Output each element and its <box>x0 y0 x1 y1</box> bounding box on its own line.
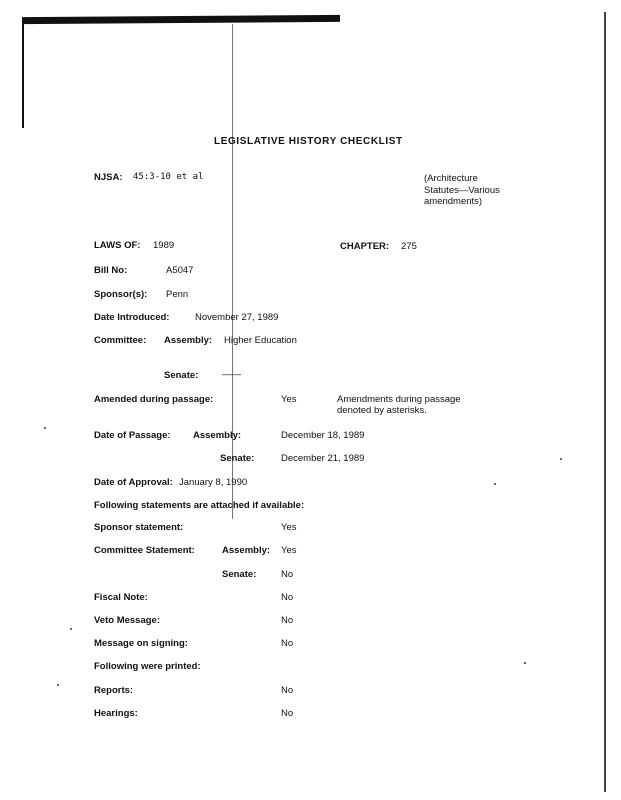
reports-value: No <box>281 685 294 696</box>
page-title: LEGISLATIVE HISTORY CHECKLIST <box>214 136 403 147</box>
chapter-value: 275 <box>401 241 417 252</box>
message-on-signing-value: No <box>281 638 294 649</box>
speck <box>494 483 496 485</box>
committee-assembly-value: Higher Education <box>224 335 297 346</box>
committee-statement-assembly-label: Assembly: <box>222 545 271 556</box>
left-scan-edge <box>22 18 24 128</box>
top-scan-edge <box>22 15 340 24</box>
passage-assembly-value: December 18, 1989 <box>281 430 365 441</box>
sponsors-label: Sponsor(s): <box>94 289 148 300</box>
amended-note-line-2: denoted by asterisks. <box>337 405 427 416</box>
approval-label: Date of Approval: <box>94 477 173 488</box>
hearings-value: No <box>281 708 294 719</box>
sponsor-statement-label: Sponsor statement: <box>94 522 184 533</box>
right-scan-edge <box>604 12 606 792</box>
passage-senate-value: December 21, 1989 <box>281 453 365 464</box>
printed-heading: Following were printed: <box>94 661 201 672</box>
speck <box>44 427 46 429</box>
committee-label: Committee: <box>94 335 147 346</box>
speck <box>560 458 562 460</box>
passage-label: Date of Passage: <box>94 430 171 441</box>
speck <box>524 662 526 664</box>
sponsor-statement-value: Yes <box>281 522 297 533</box>
laws-of-value: 1989 <box>153 240 175 251</box>
chapter-label: CHAPTER: <box>340 241 390 252</box>
subject-line-1: (Architecture <box>424 173 478 184</box>
committee-assembly-label: Assembly: <box>164 335 213 346</box>
passage-senate-label: Senate: <box>220 453 255 464</box>
reports-label: Reports: <box>94 685 134 696</box>
speck <box>57 684 59 686</box>
fiscal-note-label: Fiscal Note: <box>94 592 148 603</box>
passage-assembly-label: Assembly: <box>193 430 242 441</box>
committee-statement-senate-label: Senate: <box>222 569 257 580</box>
njsa-label: NJSA: <box>94 172 123 183</box>
message-on-signing-label: Message on signing: <box>94 638 188 649</box>
fiscal-note-value: No <box>281 592 294 603</box>
subject-line-2: Statutes—Various <box>424 185 500 196</box>
approval-value: January 8, 1990 <box>179 477 248 488</box>
veto-message-label: Veto Message: <box>94 615 160 626</box>
veto-message-value: No <box>281 615 294 626</box>
hearings-label: Hearings: <box>94 708 138 719</box>
bill-no-value: A5047 <box>166 265 194 276</box>
amended-label: Amended during passage: <box>94 394 214 405</box>
committee-senate-label: Senate: <box>164 370 199 381</box>
laws-of-label: LAWS OF: <box>94 240 141 251</box>
date-introduced-label: Date Introduced: <box>94 312 170 323</box>
date-introduced-value: November 27, 1989 <box>195 312 279 323</box>
bill-no-label: Bill No: <box>94 265 128 276</box>
committee-statement-senate-value: No <box>281 569 294 580</box>
attached-heading: Following statements are attached if available: <box>94 500 305 511</box>
committee-statement-label: Committee Statement: <box>94 545 195 556</box>
amended-value: Yes <box>281 394 297 405</box>
center-fold-line <box>232 24 233 519</box>
subject-line-3: amendments) <box>424 196 483 207</box>
committee-senate-value: —— <box>222 369 241 380</box>
njsa-value: 45:3-10 et al <box>133 172 204 182</box>
sponsors-value: Penn <box>166 289 189 300</box>
committee-statement-assembly-value: Yes <box>281 545 297 556</box>
amended-note-line-1: Amendments during passage <box>337 394 461 405</box>
speck <box>70 628 72 630</box>
